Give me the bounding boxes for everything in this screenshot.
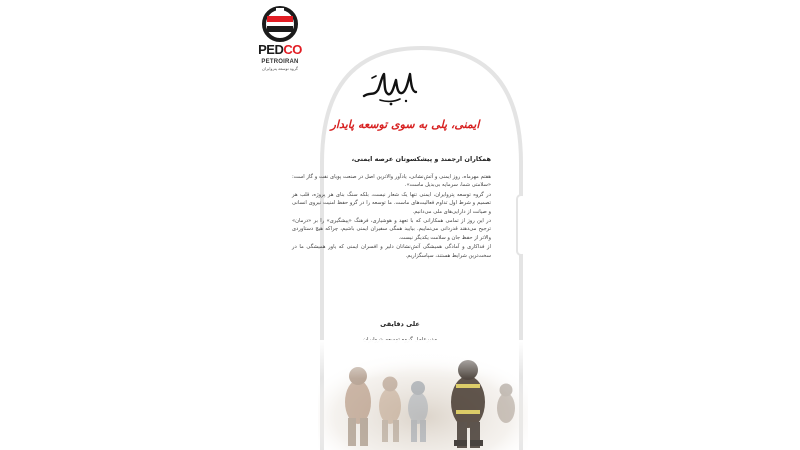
logo-brand: PEDCO [258,42,302,57]
paragraph: در این روز از تمامی همکارانی که با تعهد و هوشیاری، فرهنگ «پیشگیری» را بر «درمان» ترجیح می‌دهند قدردانی می‌نماییم. بیایید همگی سفیران ایمنی باشیم، چراکه هیچ دستاوردی والاتر از حفظ جان و سلامت یکدیگر نیست. [292,218,491,241]
company-logo [256,6,304,70]
logo-tagline: گروه توسعه پتروایران [262,66,298,71]
pedco-logo-mark-icon [262,6,298,42]
firefighters-photo-icon [318,340,528,450]
signature-name: علی دقایقی [380,320,420,328]
paragraph: هفتم مهرماه، روز ایمنی و آتش‌نشانی، یادآور والاترین اصل در صنعت پویای نفت و گاز است: «سلامتی شما، سرمایه بی‌بدیل ماست». [292,174,491,189]
logo-subtitle: PETROIRAN [261,59,299,65]
logo-text [256,42,304,71]
letter-body [292,173,491,261]
letter-heading: همکاران ارجمند و پیشکسوتان عرصه ایمنی، [351,155,491,163]
paragraph: در گروه توسعه پتروایران، ایمنی تنها یک شعار نیست، بلکه سنگ بنای هر پروژه، قلب هر تصمیم و شرط اول تداوم فعالیت‌های ماست. ما توسعه را در گرو حفظ امنیت نیروی انسانی و صیانت از دارایی‌های ملی می‌دانیم. [292,191,491,215]
paragraph: از فداکاری و آمادگی همیشگی آتش‌نشانان دلیر و افسران ایمنی که یاور همیشگی ما در سخت‌ترین شرایط هستند، سپاسگزاریم. [292,244,491,259]
slogan: ایمنی، پلی به سوی توسعه پایدار [330,118,480,131]
bismillah-calligraphy [360,66,420,108]
